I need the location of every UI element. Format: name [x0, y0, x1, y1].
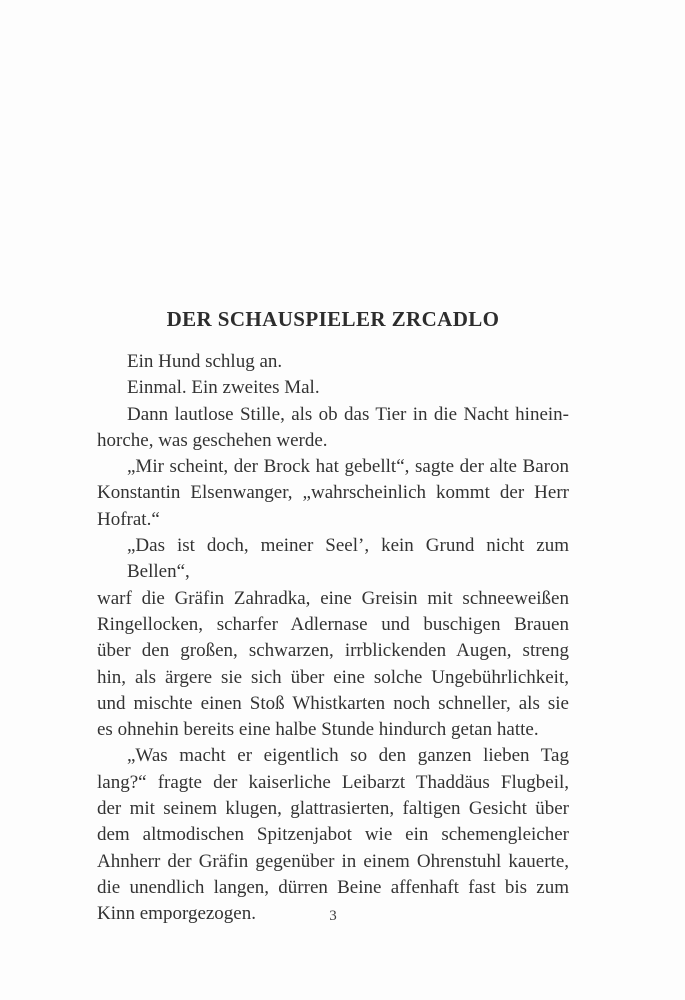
text-line: hin, als ärgere sie sich über eine solche Ungebührlichkeit, [97, 666, 569, 688]
paragraph [97, 402, 569, 455]
text-line: Ringellocken, scharfer Adlernase und buschigen Brauen [97, 613, 569, 635]
text-line: über den großen, schwarzen, irrblickenden Augen, streng [97, 640, 569, 662]
text-line: horche, was geschehen werde. [97, 429, 328, 451]
text-column [97, 306, 569, 928]
text-line: es ohnehin bereits eine halbe Stunde hindurch getan hatte. [97, 719, 539, 741]
text-line: und mischte einen Stoß Whistkarten noch schneller, als sie [97, 692, 569, 714]
text-line: warf die Gräfin Zahradka, eine Greisin mit schneeweißen [97, 587, 569, 609]
text-line: lang?“ fragte der kaiserliche Leibarzt Thaddäus Flugbeil, [97, 771, 569, 793]
body-text [97, 349, 569, 928]
paragraph [97, 349, 569, 375]
page-number: 3 [329, 908, 337, 924]
text-line: „Was macht er eigentlich so den ganzen lieben Tag [127, 745, 569, 767]
text-line: die unendlich langen, dürren Beine affenhaft fast bis zum [97, 876, 569, 898]
paragraph [97, 454, 569, 533]
paragraph [97, 375, 569, 401]
text-line: Einmal. Ein zweites Mal. [127, 377, 320, 399]
chapter-title: DER SCHAUSPIELER ZRCADLO [166, 307, 500, 331]
paragraph [97, 743, 569, 927]
text-line: Kinn emporgezogen. [97, 903, 256, 925]
text-line: Dann lautlose Stille, als ob das Tier in die Nacht hinein- [127, 403, 569, 425]
text-line: „Das ist doch, meiner Seel’, kein Grund nicht zum Bellen“, [127, 535, 569, 583]
text-line: dem altmodischen Spitzenjabot wie ein schemengleicher [97, 824, 569, 846]
text-line: Hofrat.“ [97, 508, 160, 530]
text-line: der mit seinem klugen, glattrasierten, faltigen Gesicht über [97, 798, 569, 820]
paragraph [97, 533, 569, 743]
text-line: „Mir scheint, der Brock hat gebellt“, sagte der alte Baron [127, 456, 569, 478]
text-line: Konstantin Elsenwanger, „wahrscheinlich kommt der Herr [97, 482, 569, 504]
text-line: Ahnherr der Gräfin gegenüber in einem Ohrenstuhl kauerte, [97, 850, 569, 872]
text-line: Ein Hund schlug an. [127, 351, 283, 372]
